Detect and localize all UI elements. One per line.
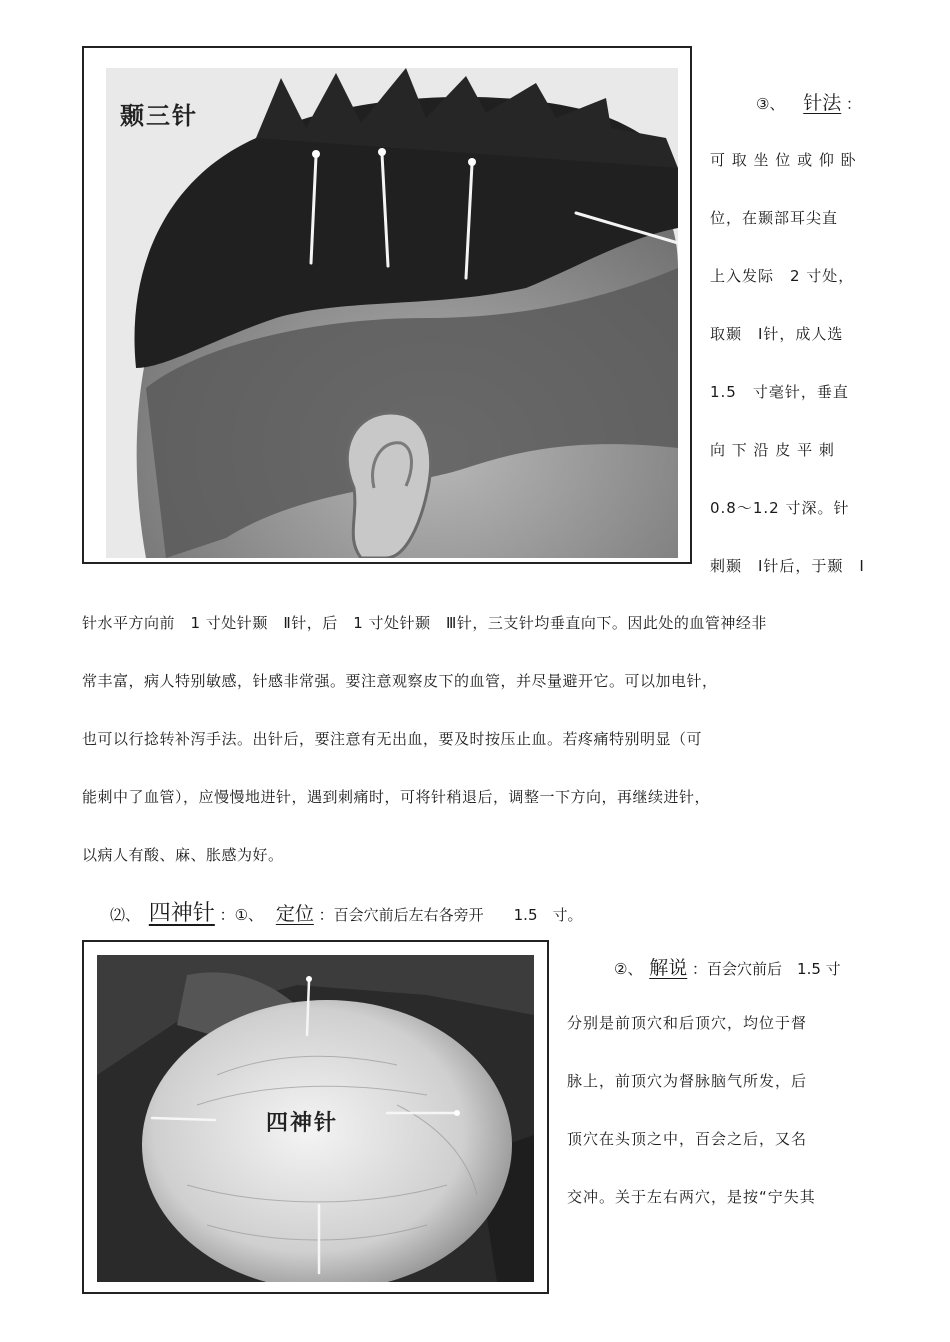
section-title: 四神针: [148, 901, 215, 926]
temporal-photo: [106, 68, 678, 558]
side-line: 取颞 Ⅰ针，成人选: [710, 325, 844, 343]
side-line: 位，在颞部耳尖直: [710, 209, 839, 227]
side-line: 分别是前顶穴和后顶穴，均位于督: [567, 1014, 808, 1032]
figure-caption-four-spirit: 四神针: [266, 1110, 339, 1136]
heading-text: ：百会穴前后 1.5 寸: [692, 960, 841, 978]
section-heading-four-spirit: [110, 896, 582, 927]
side-line: 上入发际 2 寸处，: [710, 267, 855, 285]
heading-term: 解说: [649, 957, 688, 979]
figure-frame-temporal: [82, 46, 692, 564]
side-line: 刺颞 Ⅰ针后，于颞 Ⅰ: [710, 557, 865, 575]
heading-number: ②、: [614, 960, 643, 978]
side-line: 脉上，前顶穴为督脉脑气所发，后: [567, 1072, 808, 1090]
paragraph-line: 常丰富，病人特别敏感，针感非常强。要注意观察皮下的血管，并尽量避开它。可以加电针，: [82, 672, 718, 690]
paragraph-line: 能刺中了血管），应慢慢地进针，遇到刺痛时，可将针稍退后，调整一下方向，再继续进针，: [82, 788, 711, 806]
body-paragraph: [82, 612, 767, 902]
heading-needling-method: [756, 88, 861, 115]
heading-colon: ：: [846, 95, 862, 113]
paragraph-line: 针水平方向前 1 寸处针颞 Ⅱ针，后 1 寸处针颞 Ⅲ针，三支针均垂直向下。因此处的血管神经非: [82, 614, 767, 632]
side-line: 顶穴在头顶之中，百会之后，又名: [567, 1130, 808, 1148]
side-line: 可 取 坐 位 或 仰 卧: [710, 151, 857, 169]
section-term-location: 定位: [275, 903, 314, 925]
side-line: 0.8～1.2 寸深。针: [710, 499, 850, 517]
section-colon: ：①、: [219, 906, 264, 924]
paragraph-line: 也可以行捻转补泻手法。出针后，要注意有无出血，要及时按压止血。若疼痛特别明显（可: [82, 730, 703, 748]
side-text-2: [567, 994, 816, 1226]
paragraph-line: 以病人有酸、麻、胀感为好。: [82, 846, 284, 864]
figure-frame-four-spirit: [82, 940, 549, 1294]
heading-term: 针法: [803, 92, 842, 114]
side-line: 向 下 沿 皮 平 刺: [710, 441, 835, 459]
heading-number: ③、: [756, 95, 785, 113]
side-line: 1.5 寸毫针，垂直: [710, 383, 849, 401]
side-line: 交冲。关于左右两穴，是按“宁失其: [567, 1188, 816, 1206]
heading-explanation: [614, 953, 841, 980]
side-text-1: [710, 131, 865, 595]
section-text: ：百会穴前后左右各旁开 1.5 寸。: [318, 906, 583, 924]
figure-caption-temporal: 颞三针: [120, 101, 198, 130]
section-number: ⑵、: [110, 906, 141, 924]
